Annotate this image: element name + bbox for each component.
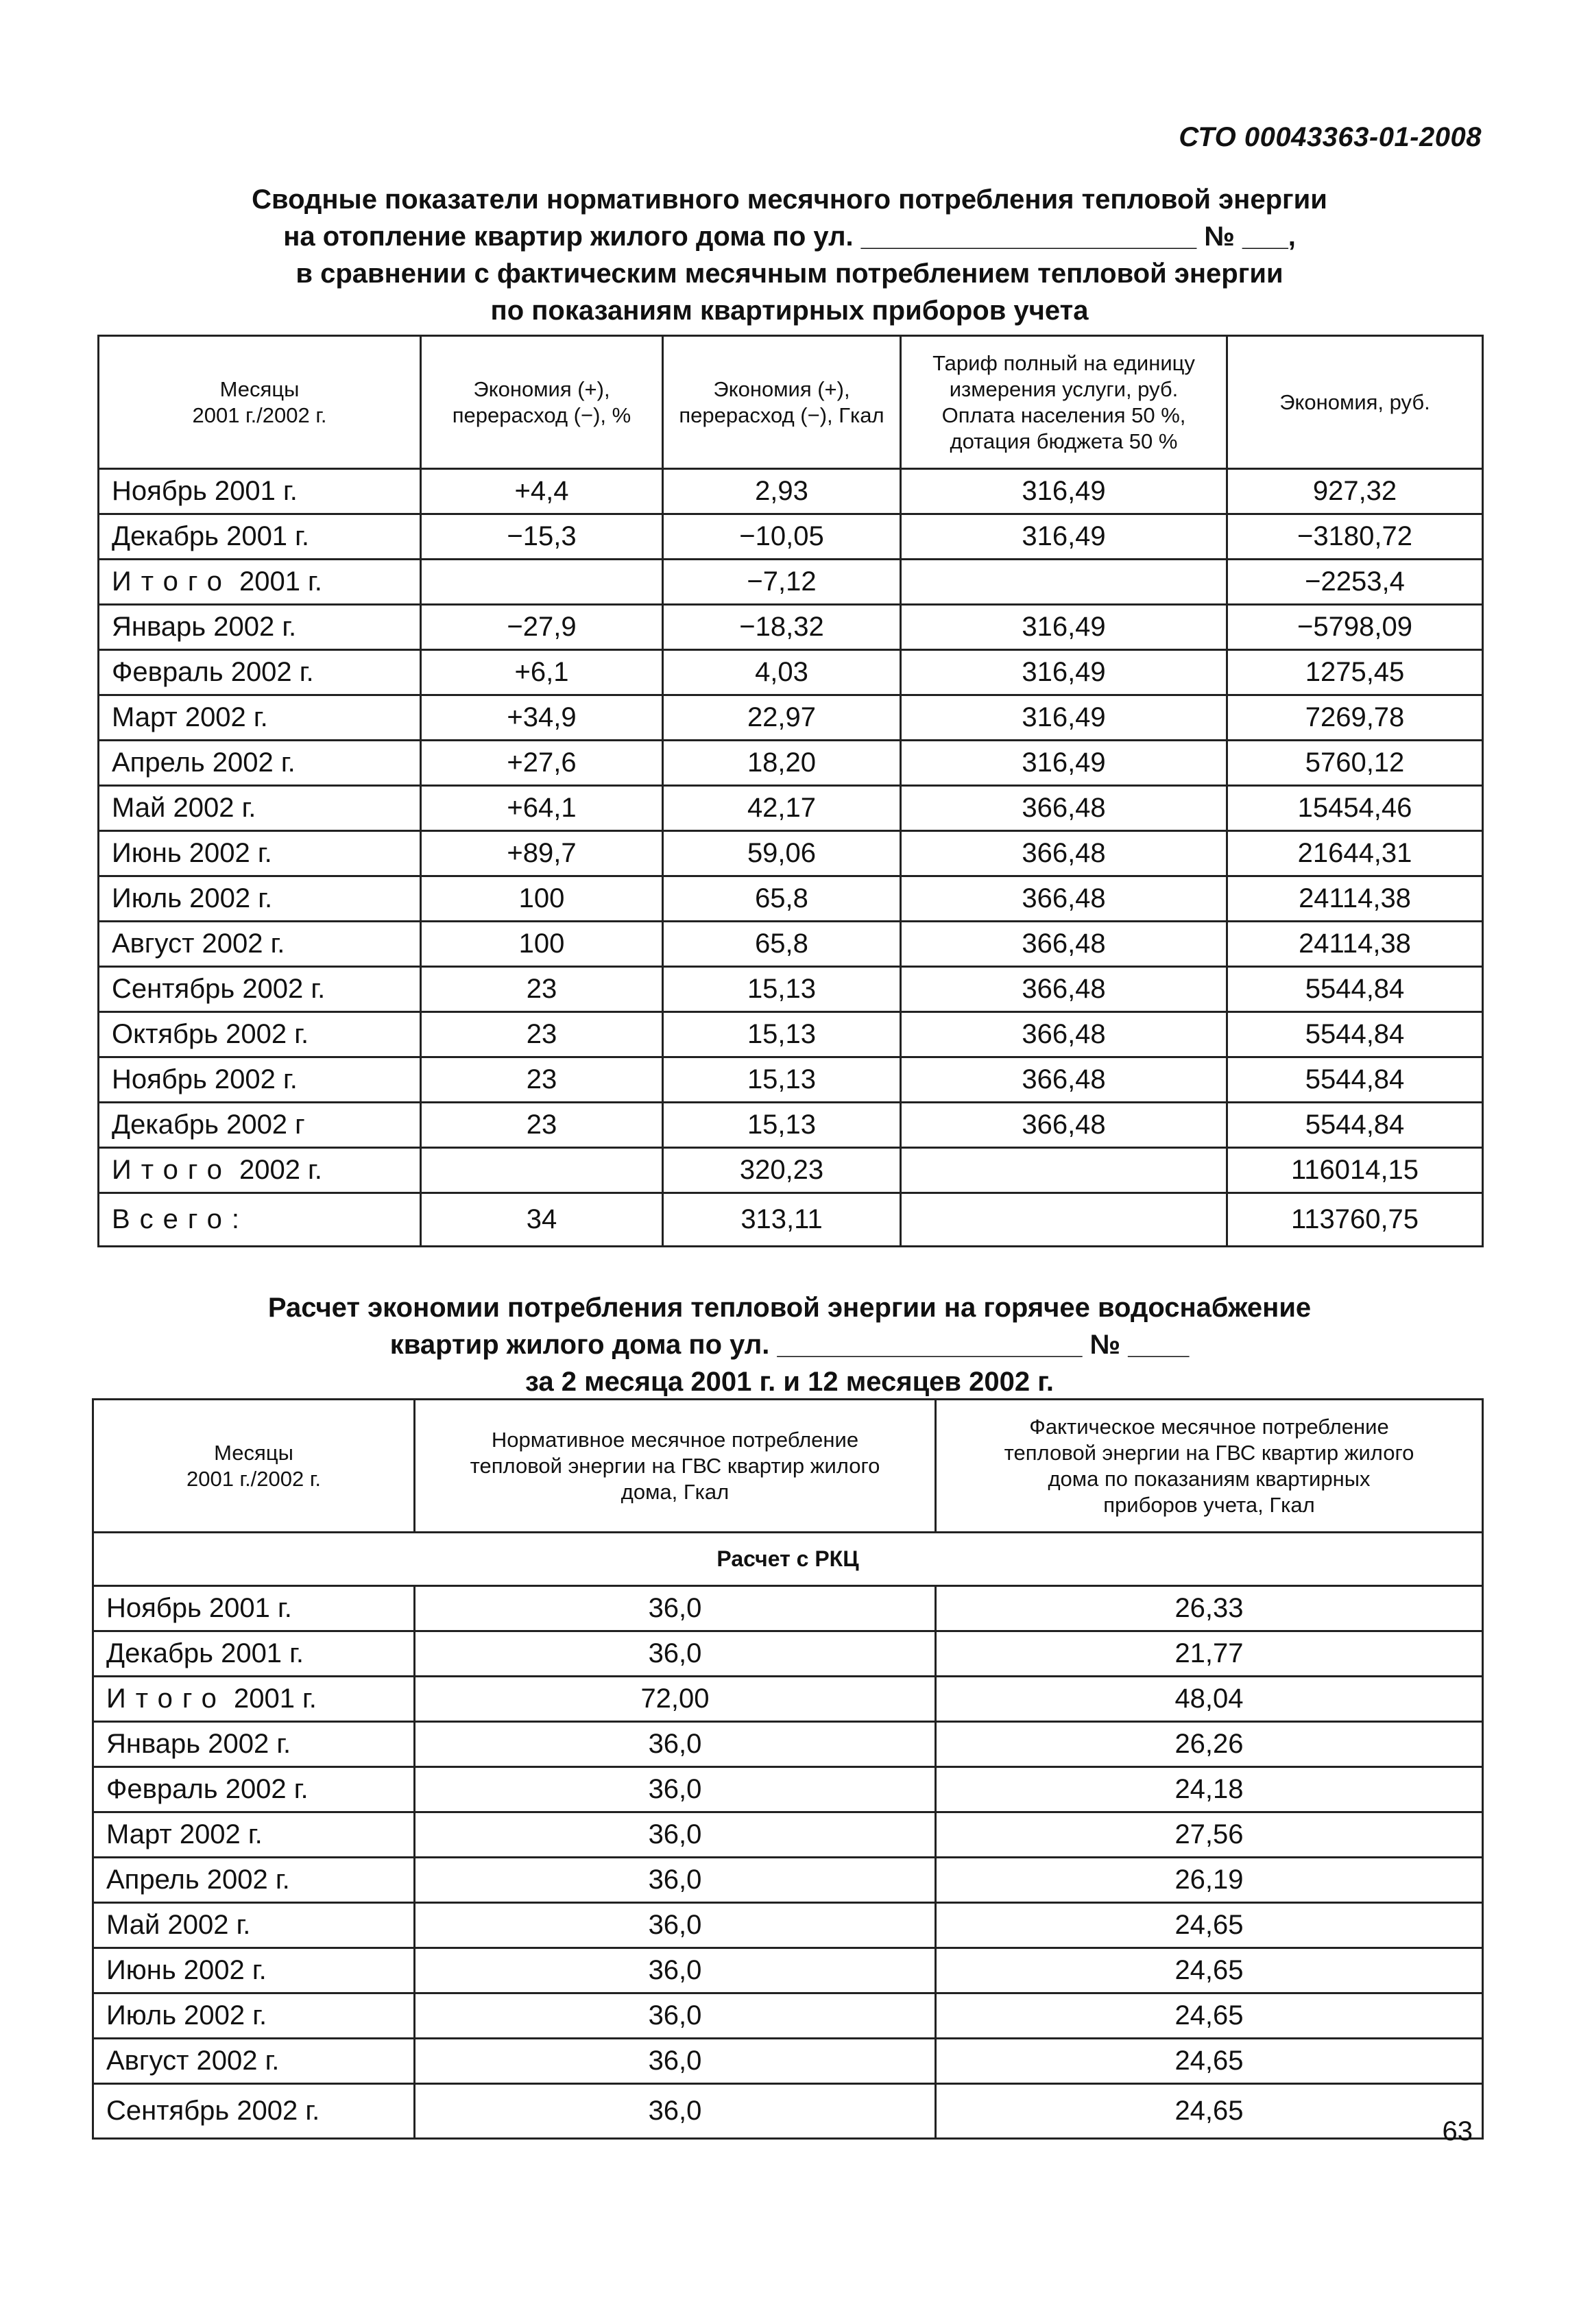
- subtotal-label: Итого: [112, 1155, 232, 1185]
- cell-month: Октябрь 2002 г.: [99, 1012, 421, 1057]
- cell-actual: 24,65: [936, 2039, 1483, 2084]
- col-header-line: Экономия (+),: [713, 376, 850, 401]
- col-header-line: Месяцы: [219, 376, 300, 401]
- cell-economy-rub: 5544,84: [1227, 1103, 1483, 1148]
- cell-economy-gcal: 2,93: [663, 469, 901, 514]
- cell-tariff: 316,49: [901, 650, 1227, 695]
- col-header-line: Фактическое месячное потребление: [1029, 1414, 1389, 1439]
- col-header-economy-pct: [421, 336, 663, 469]
- cell-economy-gcal: 65,8: [663, 922, 901, 967]
- col-header-actual: [936, 1400, 1483, 1533]
- cell-month: [99, 560, 421, 605]
- cell-month: [99, 1193, 421, 1247]
- cell-normative: 36,0: [415, 1858, 936, 1903]
- cell-economy-rub: 7269,78: [1227, 695, 1483, 741]
- cell-month: Апрель 2002 г.: [93, 1858, 415, 1903]
- cell-month: Июль 2002 г.: [99, 876, 421, 922]
- cell-tariff: 316,49: [901, 514, 1227, 560]
- col-header-months: [99, 336, 421, 469]
- cell-normative: 36,0: [415, 1631, 936, 1677]
- cell-month: Сентябрь 2002 г.: [99, 967, 421, 1012]
- cell-month: Сентябрь 2002 г.: [93, 2084, 415, 2139]
- cell-month: Июнь 2002 г.: [99, 831, 421, 876]
- cell-actual: 24,65: [936, 1903, 1483, 1948]
- col-header-line: 2001 г./2002 г.: [186, 1466, 322, 1491]
- col-header-line: тепловой энергии на ГВС квартир жилого: [1004, 1440, 1414, 1465]
- cell-normative: 36,0: [415, 1812, 936, 1858]
- section-row: [93, 1533, 1483, 1586]
- cell-tariff: [901, 1148, 1227, 1193]
- cell-economy-pct: 34: [421, 1193, 663, 1247]
- col-header-months: [93, 1400, 415, 1533]
- cell-economy-gcal: 22,97: [663, 695, 901, 741]
- table-row: [99, 786, 1483, 831]
- cell-economy-pct: +34,9: [421, 695, 663, 741]
- table-row: [99, 650, 1483, 695]
- table-row: [99, 922, 1483, 967]
- cell-economy-rub: 24114,38: [1227, 922, 1483, 967]
- cell-normative: 36,0: [415, 1767, 936, 1812]
- col-header-line: Нормативное месячное потребление: [491, 1427, 859, 1452]
- table-row: [93, 1812, 1483, 1858]
- cell-month: Апрель 2002 г.: [99, 741, 421, 786]
- cell-month: Январь 2002 г.: [93, 1722, 415, 1767]
- cell-normative: 36,0: [415, 1993, 936, 2039]
- cell-actual: 48,04: [936, 1677, 1483, 1722]
- cell-economy-gcal: 65,8: [663, 876, 901, 922]
- cell-economy-rub: 5544,84: [1227, 1057, 1483, 1103]
- cell-economy-gcal: 4,03: [663, 650, 901, 695]
- cell-tariff: [901, 1193, 1227, 1247]
- cell-month: Март 2002 г.: [93, 1812, 415, 1858]
- cell-economy-rub: −2253,4: [1227, 560, 1483, 605]
- cell-tariff: 366,48: [901, 831, 1227, 876]
- cell-economy-pct: +6,1: [421, 650, 663, 695]
- cell-economy-rub: −3180,72: [1227, 514, 1483, 560]
- cell-economy-pct: 100: [421, 922, 663, 967]
- cell-economy-pct: 100: [421, 876, 663, 922]
- cell-economy-gcal: −10,05: [663, 514, 901, 560]
- cell-month: Май 2002 г.: [99, 786, 421, 831]
- table-row: [93, 1858, 1483, 1903]
- cell-economy-gcal: 18,20: [663, 741, 901, 786]
- cell-month: [93, 1677, 415, 1722]
- cell-economy-pct: 23: [421, 1012, 663, 1057]
- table-row: [93, 1631, 1483, 1677]
- cell-tariff: 366,48: [901, 1103, 1227, 1148]
- cell-actual: 24,18: [936, 1767, 1483, 1812]
- cell-economy-rub: 5544,84: [1227, 967, 1483, 1012]
- table-row: [99, 741, 1483, 786]
- cell-normative: 72,00: [415, 1677, 936, 1722]
- table1-title: [97, 181, 1482, 329]
- col-header-line: тепловой энергии на ГВС квартир жилого: [470, 1453, 880, 1478]
- cell-tariff: [901, 560, 1227, 605]
- cell-month: Декабрь 2002 г: [99, 1103, 421, 1148]
- cell-economy-rub: 15454,46: [1227, 786, 1483, 831]
- cell-tariff: 366,48: [901, 967, 1227, 1012]
- col-header-line: дома по показаниям квартирных: [1048, 1466, 1371, 1491]
- cell-economy-rub: 24114,38: [1227, 876, 1483, 922]
- col-header-line: 2001 г./2002 г.: [192, 403, 327, 427]
- table-row: [93, 1903, 1483, 1948]
- cell-month: Январь 2002 г.: [99, 605, 421, 650]
- table-row: [99, 967, 1483, 1012]
- col-header-line: дотация бюджета 50 %: [950, 429, 1178, 453]
- cell-economy-pct: [421, 1148, 663, 1193]
- table-row: [99, 695, 1483, 741]
- cell-actual: 26,33: [936, 1586, 1483, 1631]
- cell-economy-pct: +27,6: [421, 741, 663, 786]
- col-header-line: Оплата населения 50 %,: [941, 403, 1186, 427]
- cell-economy-pct: 23: [421, 1103, 663, 1148]
- cell-economy-gcal: 42,17: [663, 786, 901, 831]
- table-row: [99, 514, 1483, 560]
- cell-normative: 36,0: [415, 2084, 936, 2139]
- cell-month: Май 2002 г.: [93, 1903, 415, 1948]
- table-row: [93, 1948, 1483, 1993]
- cell-month: [99, 1148, 421, 1193]
- cell-economy-rub: 1275,45: [1227, 650, 1483, 695]
- table2-header-row: [93, 1400, 1483, 1533]
- cell-economy-rub: 21644,31: [1227, 831, 1483, 876]
- cell-month: Ноябрь 2001 г.: [99, 469, 421, 514]
- table-row: [93, 2039, 1483, 2084]
- table-row: [99, 605, 1483, 650]
- cell-economy-rub: 113760,75: [1227, 1193, 1483, 1247]
- cell-economy-pct: +64,1: [421, 786, 663, 831]
- table1-header-row: [99, 336, 1483, 469]
- col-header-line: перерасход (−), Гкал: [679, 403, 884, 427]
- total-label: Всего: [112, 1204, 232, 1234]
- cell-tariff: 366,48: [901, 1057, 1227, 1103]
- cell-economy-rub: 927,32: [1227, 469, 1483, 514]
- table-row: [99, 1057, 1483, 1103]
- cell-tariff: 316,49: [901, 741, 1227, 786]
- cell-month: Ноябрь 2002 г.: [99, 1057, 421, 1103]
- cell-normative: 36,0: [415, 1903, 936, 1948]
- table-row: [99, 1012, 1483, 1057]
- cell-month: Август 2002 г.: [99, 922, 421, 967]
- cell-tariff: 366,48: [901, 876, 1227, 922]
- cell-month: Март 2002 г.: [99, 695, 421, 741]
- cell-economy-pct: 23: [421, 1057, 663, 1103]
- col-header-line: дома, Гкал: [620, 1479, 730, 1504]
- total-colon: :: [231, 1204, 240, 1234]
- table-row-subtotal: [99, 1148, 1483, 1193]
- subtotal-year: 2002 г.: [239, 1155, 322, 1185]
- subtotal-year: 2001 г.: [239, 566, 322, 597]
- cell-normative: 36,0: [415, 1586, 936, 1631]
- cell-economy-gcal: 313,11: [663, 1193, 901, 1247]
- cell-economy-pct: 23: [421, 967, 663, 1012]
- table-row-subtotal: [99, 560, 1483, 605]
- cell-actual: 24,65: [936, 2084, 1483, 2139]
- table-row: [93, 1767, 1483, 1812]
- cell-economy-pct: −15,3: [421, 514, 663, 560]
- cell-month: Ноябрь 2001 г.: [93, 1586, 415, 1631]
- col-header-tariff: [901, 336, 1227, 469]
- cell-economy-gcal: 59,06: [663, 831, 901, 876]
- col-header-line: Экономия (+),: [473, 376, 610, 401]
- cell-economy-gcal: −18,32: [663, 605, 901, 650]
- col-header-line: Экономия, руб.: [1279, 390, 1430, 414]
- section-label: Расчет с РКЦ: [93, 1533, 1483, 1586]
- table2-title: [97, 1289, 1482, 1400]
- col-header-line: перерасход (−), %: [452, 403, 631, 427]
- page-number: 63: [1442, 2116, 1473, 2146]
- table1-title-line: по показаниям квартирных приборов учета: [490, 296, 1089, 326]
- table-row: [99, 831, 1483, 876]
- table-row: [99, 1103, 1483, 1148]
- table-row-total: [99, 1193, 1483, 1247]
- subtotal-year: 2001 г.: [233, 1684, 317, 1714]
- cell-tariff: 366,48: [901, 922, 1227, 967]
- cell-tariff: 366,48: [901, 1012, 1227, 1057]
- cell-month: Август 2002 г.: [93, 2039, 415, 2084]
- subtotal-label: Итого: [106, 1684, 226, 1714]
- col-header-line: приборов учета, Гкал: [1103, 1492, 1315, 1517]
- table-row: [93, 1993, 1483, 2039]
- cell-actual: 26,26: [936, 1722, 1483, 1767]
- table-row: [93, 2084, 1483, 2139]
- cell-economy-gcal: 15,13: [663, 1103, 901, 1148]
- cell-month: Декабрь 2001 г.: [99, 514, 421, 560]
- cell-normative: 36,0: [415, 2039, 936, 2084]
- cell-normative: 36,0: [415, 1722, 936, 1767]
- table1-title-line: в сравнении с фактическим месячным потреблением тепловой энергии: [296, 259, 1283, 289]
- cell-economy-rub: 116014,15: [1227, 1148, 1483, 1193]
- cell-actual: 26,19: [936, 1858, 1483, 1903]
- document-code: СТО 00043363-01-2008: [1179, 122, 1482, 152]
- col-header-line: измерения услуги, руб.: [949, 376, 1179, 401]
- cell-normative: 36,0: [415, 1948, 936, 1993]
- cell-economy-rub: 5760,12: [1227, 741, 1483, 786]
- cell-actual: 24,65: [936, 1948, 1483, 1993]
- cell-economy-rub: 5544,84: [1227, 1012, 1483, 1057]
- cell-actual: 24,65: [936, 1993, 1483, 2039]
- cell-economy-gcal: −7,12: [663, 560, 901, 605]
- table1-title-line: Сводные показатели нормативного месячного потребления тепловой энергии: [252, 184, 1327, 215]
- cell-month: Июнь 2002 г.: [93, 1948, 415, 1993]
- cell-economy-pct: +89,7: [421, 831, 663, 876]
- cell-month: Июль 2002 г.: [93, 1993, 415, 2039]
- col-header-economy-gcal: [663, 336, 901, 469]
- cell-month: Февраль 2002 г.: [99, 650, 421, 695]
- subtotal-label: Итого: [112, 566, 232, 597]
- table-row: [93, 1722, 1483, 1767]
- cell-economy-gcal: 15,13: [663, 967, 901, 1012]
- table2-title-line: за 2 месяца 2001 г. и 12 месяцев 2002 г.: [525, 1367, 1054, 1397]
- cell-economy-gcal: 320,23: [663, 1148, 901, 1193]
- col-header-line: Тариф полный на единицу: [932, 350, 1195, 375]
- cell-actual: 27,56: [936, 1812, 1483, 1858]
- table2-title-line: Расчет экономии потребления тепловой энергии на горячее водоснабжение: [267, 1293, 1312, 1323]
- col-header-normative: [415, 1400, 936, 1533]
- cell-tariff: 366,48: [901, 786, 1227, 831]
- cell-economy-gcal: 15,13: [663, 1012, 901, 1057]
- table-row: [99, 469, 1483, 514]
- cell-month: Декабрь 2001 г.: [93, 1631, 415, 1677]
- col-header-line: Месяцы: [214, 1440, 293, 1465]
- table1-title-line: на отопление квартир жилого дома по ул. ______________________ № ___,: [283, 221, 1296, 252]
- cell-economy-pct: [421, 560, 663, 605]
- table-row-subtotal: [93, 1677, 1483, 1722]
- cell-economy-pct: +4,4: [421, 469, 663, 514]
- col-header-economy-rub: [1227, 336, 1483, 469]
- cell-tariff: 316,49: [901, 695, 1227, 741]
- cell-actual: 21,77: [936, 1631, 1483, 1677]
- cell-economy-pct: −27,9: [421, 605, 663, 650]
- cell-tariff: 316,49: [901, 469, 1227, 514]
- cell-tariff: 316,49: [901, 605, 1227, 650]
- hot-water-economy-table: [92, 1398, 1484, 2140]
- heating-summary-table: [97, 335, 1484, 1247]
- cell-month: Февраль 2002 г.: [93, 1767, 415, 1812]
- table-row: [99, 876, 1483, 922]
- table-row: [93, 1586, 1483, 1631]
- cell-economy-gcal: 15,13: [663, 1057, 901, 1103]
- table2-title-line: квартир жилого дома по ул. ____________________ № ____: [389, 1330, 1190, 1360]
- cell-economy-rub: −5798,09: [1227, 605, 1483, 650]
